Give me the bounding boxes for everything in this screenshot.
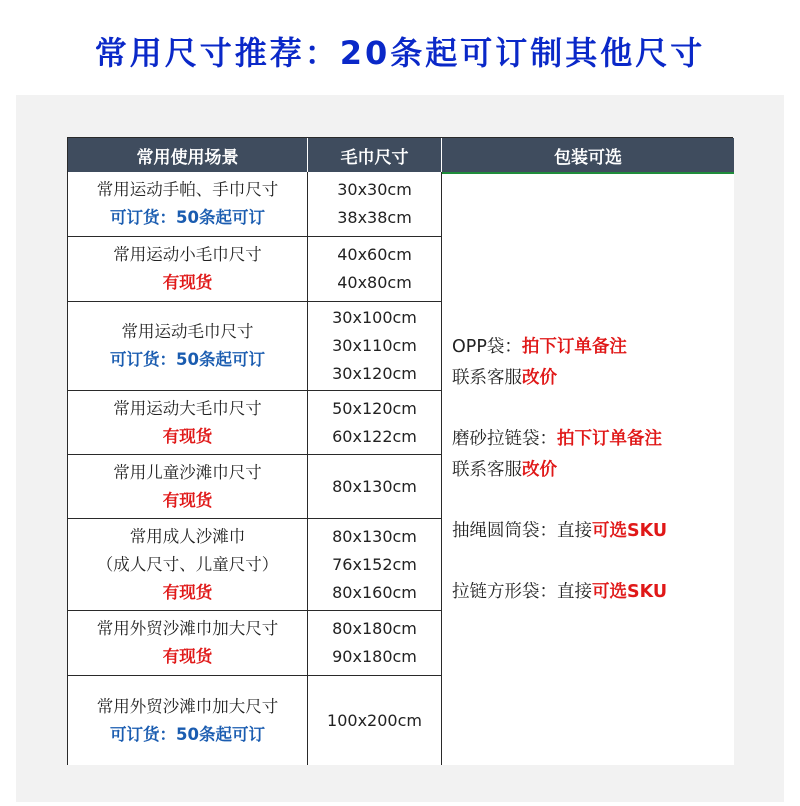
size-value: 90x180cm: [332, 647, 417, 666]
scene-text: 常用运动手帕、手巾尺寸: [96, 180, 279, 199]
packaging-highlight: 可选SKU: [592, 581, 668, 602]
size-value: 40x60cm: [337, 245, 412, 264]
size-value: 80x160cm: [332, 582, 417, 602]
packaging-line2-highlight: 改价: [522, 367, 557, 388]
packaging-highlight: 拍下订单备注: [521, 336, 627, 357]
header-scene: 常用使用场景: [68, 138, 308, 172]
table-row-size: [308, 172, 442, 237]
table-row-size: [308, 611, 442, 676]
packaging-line2-highlight: 改价: [522, 459, 557, 480]
table-row-scene: [68, 676, 308, 765]
scene-text: 常用外贸沙滩巾加大尺寸: [96, 619, 279, 638]
packaging-highlight: 可选SKU: [592, 520, 668, 541]
table-row-size: [308, 391, 442, 455]
packaging-label: OPP袋：: [452, 336, 522, 357]
table-row-scene: [68, 172, 308, 237]
packaging-drawstring-tube: [452, 516, 734, 547]
scene-text: 常用外贸沙滩巾加大尺寸: [96, 696, 279, 716]
size-value: 30x120cm: [332, 364, 417, 383]
packaging-label: 磨砂拉链袋：: [452, 428, 557, 449]
scene-text: 常用成人沙滩巾: [129, 526, 246, 546]
scene-text-sub: （成人尺寸、儿童尺寸）: [96, 554, 279, 574]
packaging-line2: 联系客服: [452, 459, 522, 480]
packaging-label: 抽绳圆筒袋：直接: [452, 520, 592, 541]
size-value: 80x180cm: [332, 619, 417, 638]
size-table: [67, 137, 733, 765]
scene-text: 常用儿童沙滩巾尺寸: [113, 462, 262, 482]
scene-text: 常用运动小毛巾尺寸: [113, 245, 262, 264]
size-value: 40x80cm: [337, 273, 412, 292]
packaging-label: 拉链方形袋：直接: [452, 581, 592, 602]
stock-note: 有现货: [162, 273, 213, 292]
size-value: 80x130cm: [332, 476, 417, 496]
stock-note: 有现货: [162, 426, 213, 446]
size-value: 38x38cm: [337, 208, 412, 227]
packaging-frosted-zipper: [452, 424, 734, 486]
stock-note: 可订货：50条起可订: [110, 350, 265, 369]
stock-note: 有现货: [162, 490, 213, 510]
table-row-scene: [68, 611, 308, 676]
stock-note: 可订货：50条起可订: [110, 208, 265, 227]
table-row-size: [308, 455, 442, 519]
table-row-scene: [68, 455, 308, 519]
scene-text: 常用运动大毛巾尺寸: [113, 398, 262, 418]
stock-note: 有现货: [162, 582, 213, 602]
size-value: 30x30cm: [337, 180, 412, 199]
header-size: 毛巾尺寸: [308, 138, 442, 172]
page-title: 常用尺寸推荐：20条起可订制其他尺寸: [94, 34, 706, 72]
table-row-scene: [68, 302, 308, 391]
size-value: 50x120cm: [332, 398, 417, 418]
table-row-size: [308, 676, 442, 765]
size-value: 60x122cm: [332, 426, 417, 446]
packaging-opp: [452, 332, 734, 394]
size-value: 30x100cm: [332, 308, 417, 327]
stock-note: 有现货: [162, 647, 213, 666]
stock-note: 可订货：50条起可订: [110, 724, 265, 744]
table-row-size: [308, 519, 442, 611]
packaging-zipper-square: [452, 577, 734, 608]
table-row-scene: [68, 391, 308, 455]
size-value: 76x152cm: [332, 554, 417, 574]
size-value: 100x200cm: [327, 710, 422, 730]
header-packaging: 包装可选: [442, 138, 734, 172]
table-row-size: [308, 302, 442, 391]
table-row-scene: [68, 519, 308, 611]
packaging-options: [442, 172, 734, 765]
table-row-size: [308, 237, 442, 302]
packaging-line2: 联系客服: [452, 367, 522, 388]
size-value: 30x110cm: [332, 336, 417, 355]
scene-text: 常用运动毛巾尺寸: [121, 322, 254, 341]
table-row-scene: [68, 237, 308, 302]
size-value: 80x130cm: [332, 526, 417, 546]
packaging-highlight: 拍下订单备注: [557, 428, 662, 449]
